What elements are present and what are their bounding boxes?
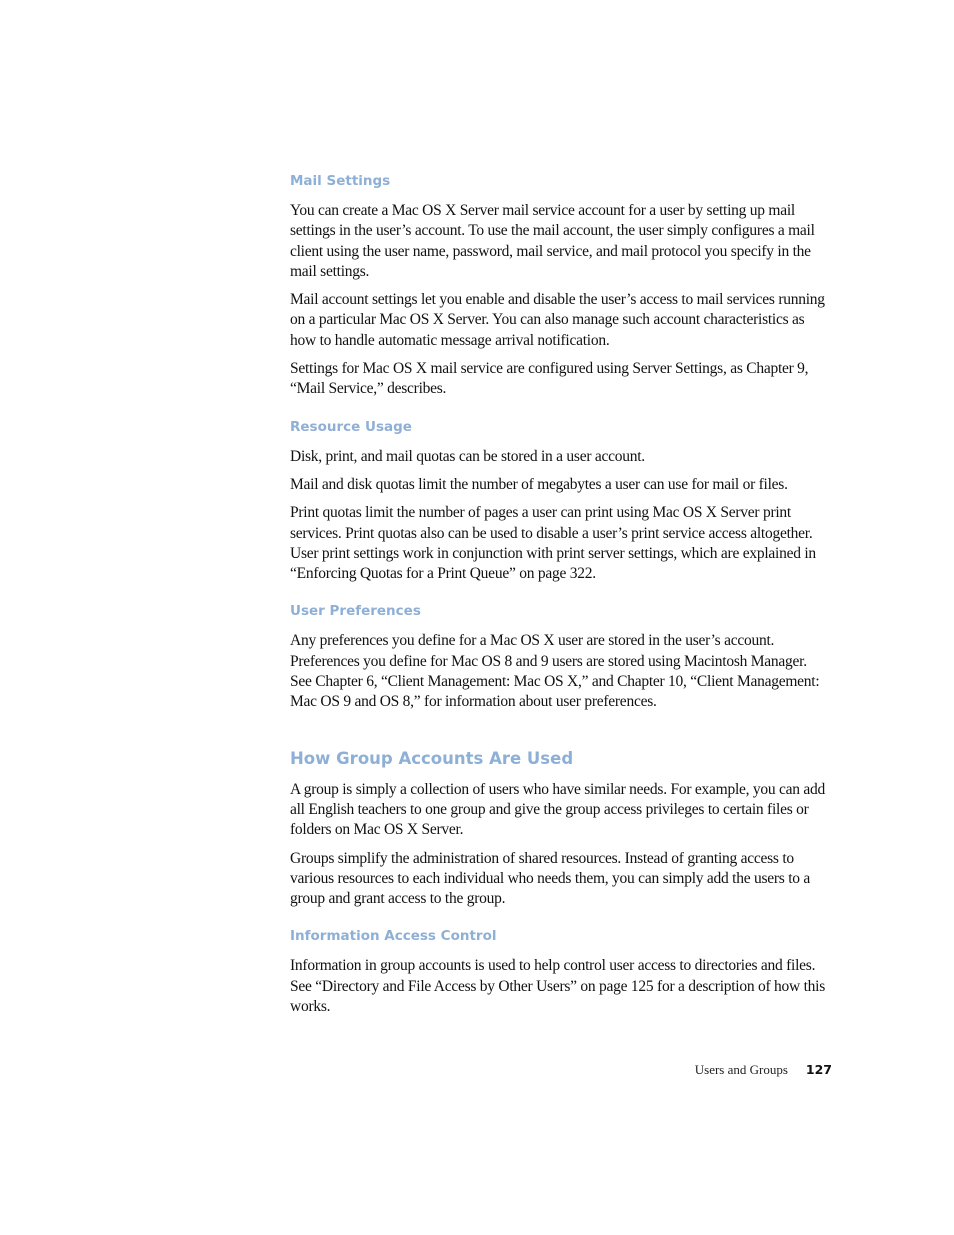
major-heading-group-accounts: How Group Accounts Are Used [290,748,574,768]
paragraph: Groups simplify the administration of shared resources. Instead of granting access to various resources to each individual who needs them, you can simply add the users to a group and grant access to the group. [290,849,811,908]
footer-chapter-label: Users and Groups [694,1062,788,1077]
paragraph: Mail account settings let you enable and disable the user’s access to mail services running on a particular Mac OS X Server. You can also manage such account characteristics as how to handle automatic message arrival notification. [290,291,825,349]
section-heading-user-preferences: User Preferences [290,603,421,620]
paragraph: A group is simply a collection of users who have similar needs. For example, you can add all English teachers to one group and give the group access privileges to certain files or folders on Mac OS X Server. [290,780,826,839]
section-heading-mail-settings: Mail Settings [290,173,391,189]
paragraph: Disk, print, and mail quotas can be stored in a user account. [290,447,645,465]
page-footer [695,1062,832,1078]
paragraph: Print quotas limit the number of pages a user can print using Mac OS X Server print services. Print quotas also can be used to disable a user’s print service access altogether. User print settings work in conjunction with print server settings, which are explained in “Enforcing Quotas for a Print Queue” on page 322. [290,504,816,583]
paragraph: Information in group accounts is used to help control user access to directories and files. See “Directory and File Access by Other Users” on page 125 for a description of how this works. [290,957,825,1016]
section-heading-information-access-control: Information Access Control [290,928,497,945]
paragraph: You can create a Mac OS X Server mail service account for a user by setting up mail settings in the user’s account. To use the mail account, the user simply configures a mail client using the user name, password, mail service, and mail protocol you specify in the mail settings. [290,202,815,280]
paragraph: Settings for Mac OS X mail service are configured using Server Settings, as Chapter 9, “Mail Service,” describes. [290,360,809,398]
page-content [290,170,832,1025]
page-number: 127 [805,1062,832,1077]
paragraph: Mail and disk quotas limit the number of megabytes a user can use for mail or files. [290,475,788,493]
section-heading-resource-usage: Resource Usage [290,418,412,435]
paragraph: Any preferences you define for a Mac OS X user are stored in the user’s account. Preferences you define for Mac OS 8 and 9 users are stored using Macintosh Manager. See Chapter 6, “Client Management: Mac OS X,” and Chapter 10, “Client Management: Mac OS 9 and OS 8,” for information about user preferences. [290,632,820,711]
